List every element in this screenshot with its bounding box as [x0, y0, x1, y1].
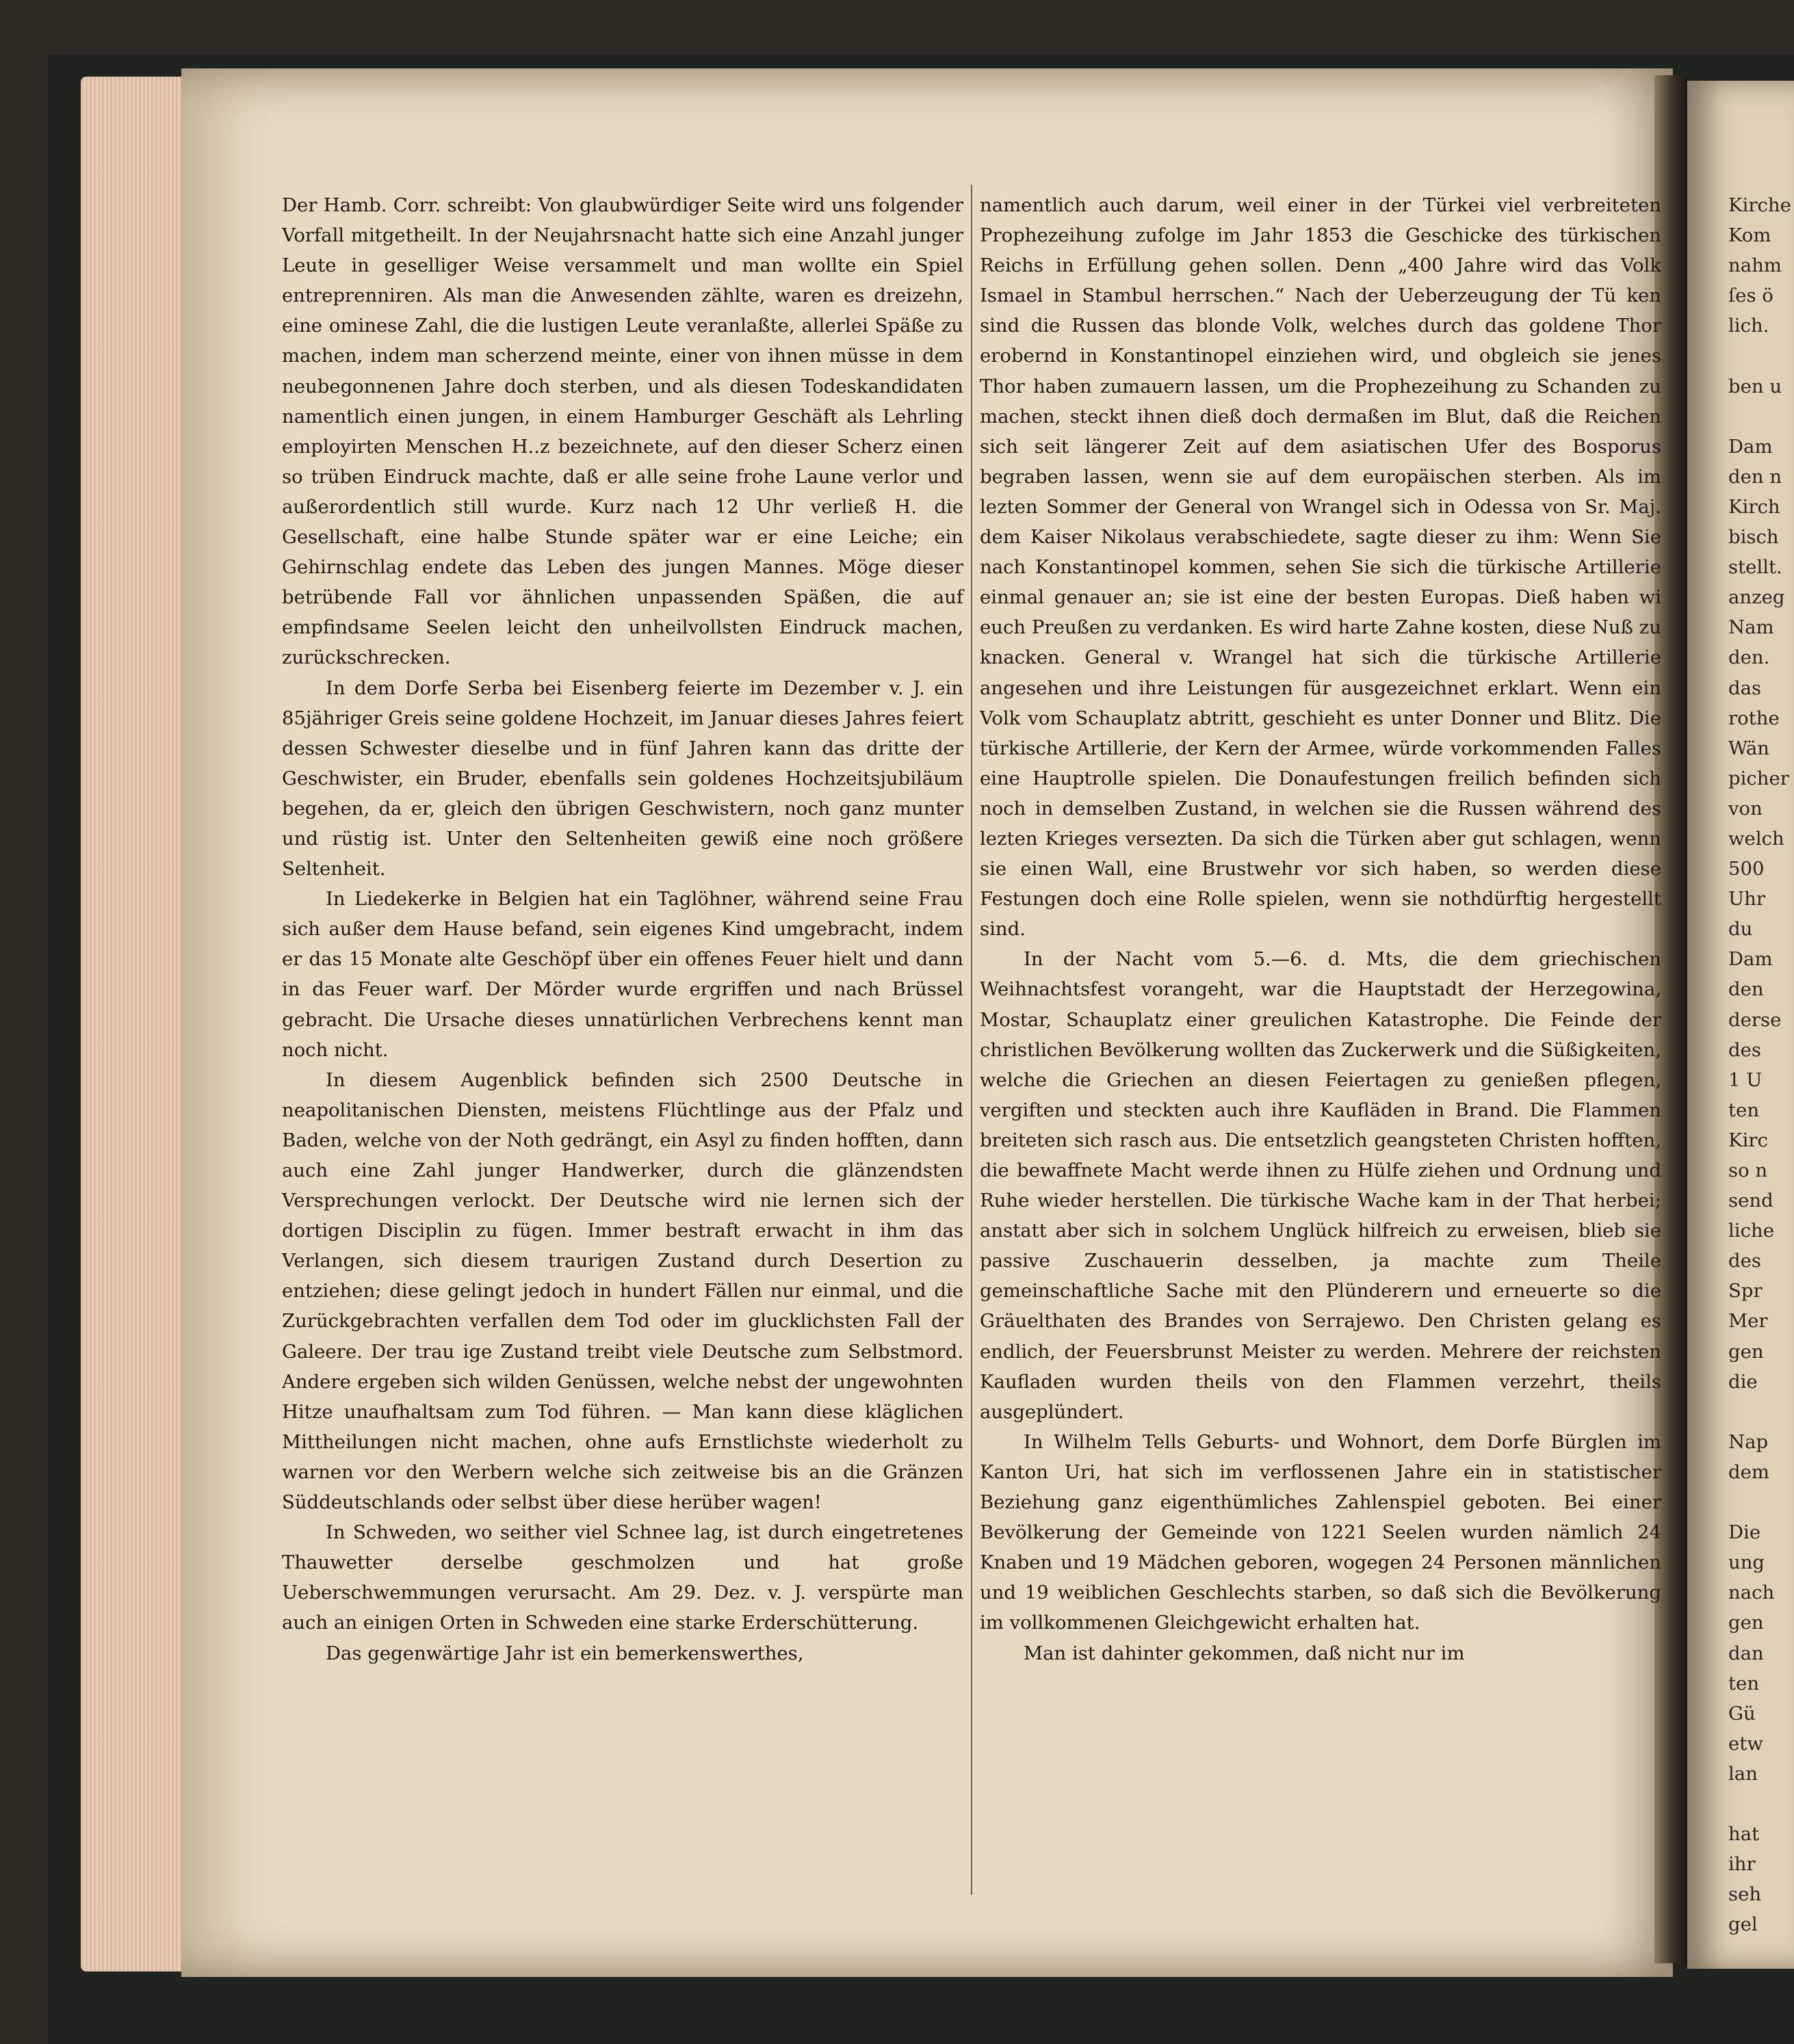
article-dahinter: Man ist dahinter gekommen, daß nicht nur im	[1024, 1642, 1465, 1664]
facing-page-line: dan	[1728, 1642, 1764, 1664]
facing-page-line	[1728, 1397, 1794, 1427]
facing-page-line	[1728, 402, 1794, 432]
facing-page-line: picher	[1728, 767, 1789, 789]
article-jahr-start: Das gegenwärtige Jahr ist ein bemerkenswerthes,	[326, 1642, 804, 1664]
column-divider	[971, 185, 972, 1895]
facing-page-line: derse	[1728, 1008, 1782, 1031]
facing-page-line: 500	[1728, 858, 1765, 880]
facing-page-line: liche	[1728, 1220, 1774, 1242]
facing-page-line: du	[1728, 918, 1753, 941]
article-hamb-corr: Der Hamb. Corr. schreibt: Von glaubwürdiger Seite wird uns folgender Vorfall mitgetheilt. In der Neujahrsnacht hatte sich eine Anzahl junger Leute in geselliger Weise versammelt und man wollte ein Spiel entreprenniren. Als man die Anwesenden zählte, waren es dreizehn, eine ominese Zahl, die die lustigen Leute veranlaßte, allerlei Späße zu machen, indem man scherzend meinte, einer von ihnen müsse in dem neubegonnenen Jahre doch sterben, und als diesen Todeskandidaten namentlich einen jungen, in einem Hamburger Geschäft als Lehrling employirten Menschen H..z bezeichnete, auf den dieser Scherz einen so trüben Eindruck machte, daß er alle seine frohe Laune verlor und außerordentlich still wurde. Kurz nach 12 Uhr verließ H. die Gesellschaft, eine halbe Stunde später war er eine Leiche; ein Gehirnschlag endete das Leben des jungen Mannes. Möge dieser betrübende Fall vor ähnlichen unpassenden Späßen, die auf empfindsame Seelen leicht den unheilvollsten Eindruck machen, zurückschrecken.	[282, 194, 963, 669]
facing-page-line: 1 U	[1728, 1069, 1763, 1091]
article-schweden: In Schweden, wo seither viel Schnee lag, ist durch eingetretenes Thauwetter derselbe geschmolzen und hat große Ueberschwemmungen verursacht. Am 29. Dez. v. J. verspürte man auch an einigen Orten in Schweden eine starke Erderschütterung.	[282, 1521, 963, 1634]
facing-page-line: den	[1728, 978, 1764, 1001]
facing-page-line: lich.	[1728, 315, 1769, 337]
left-column	[282, 190, 963, 1668]
facing-page-line: Dam	[1728, 435, 1773, 458]
facing-page-line: von	[1728, 797, 1763, 820]
facing-page-line: Kirc	[1728, 1129, 1768, 1151]
facing-page-line: Mer	[1728, 1310, 1768, 1333]
page-edges	[81, 77, 183, 1971]
facing-page-line: gen	[1728, 1612, 1764, 1634]
facing-page-line: nach	[1728, 1582, 1775, 1604]
facing-page-line: welch	[1728, 827, 1784, 850]
facing-page-line: ſes ö	[1728, 285, 1773, 307]
facing-page-line: die	[1728, 1370, 1758, 1393]
facing-page-line	[1728, 341, 1794, 371]
article-neapel: In diesem Augenblick befinden sich 2500 Deutsche in neapolitanischen Diensten, meistens Flüchtlinge aus der Pfalz und Baden, welche von der Noth gedrängt, ein Asyl zu finden hofften, dann auch eine Zahl junger Handwerker, durch die glänzendsten Versprechungen verlockt. Der Deutsche wird nie lernen sich der dortigen Disciplin zu fügen. Immer bestraft erwacht in ihm das Verlangen, sich diesem traurigen Zustand durch Desertion zu entziehen; diese gelingt jedoch in hundert Fällen nur einmal, und die Zurückgebrachten verfallen dem Tod oder im glucklichsten Fall der Galeere. Der trau ige Zustand treibt viele Deutsche zum Selbstmord. Andere ergeben sich wilden Genüssen, welche nebst der ungewohnten Hitze unaufhaltsam zum Tod führen. — Man kann diese kläglichen Mittheilungen nicht machen, ohne aufs Ernstlichste wiederholt zu warnen vor den Werbern welche sich zeitweise bis an die Gränzen Süddeutschlands oder selbst über diese herüber wagen!	[282, 1069, 963, 1514]
article-serba: In dem Dorfe Serba bei Eisenberg feierte im Dezember v. J. ein 85jähriger Greis seine goldene Hochzeit, im Januar dieses Jahres feiert dessen Schwester dieselbe und in fünf Jahren kann das dritte der Geschwister, ein Bruder, ebenfalls sein goldenes Hochzeitsjubiläum begehen, da er, gleich den übrigen Geschwistern, noch ganz munter und rüstig ist. Unter den Seltenheiten gewiß eine noch größere Seltenheit.	[282, 677, 963, 880]
facing-page-line: stellt.	[1728, 556, 1782, 579]
article-liedekerke: In Liedekerke in Belgien hat ein Taglöhner, während seine Frau sich außer dem Hause befand, sein eigenes Kind umgebracht, indem er das 15 Monate alte Geschöpf über ein offenes Feuer hielt und dann in das Feuer warf. Der Mörder wurde ergriffen und nach Brüssel gebracht. Die Ursache dieses unnatürlichen Verbrechens kennt man noch nicht.	[282, 888, 963, 1061]
facing-page-line: Kom	[1728, 224, 1771, 247]
facing-page-line: Spr	[1728, 1280, 1763, 1302]
facing-page-line: seh	[1728, 1883, 1762, 1906]
facing-page-line: hat	[1728, 1823, 1760, 1846]
facing-page-line: ihr	[1728, 1853, 1756, 1876]
facing-page-line: so n	[1728, 1159, 1768, 1181]
facing-page-line	[1728, 1789, 1794, 1819]
facing-page-line: das	[1728, 677, 1762, 699]
facing-page-line: ung	[1728, 1551, 1765, 1574]
facing-page-line: des	[1728, 1038, 1761, 1061]
facing-page-line: dem	[1728, 1460, 1769, 1483]
facing-page-line: bisch	[1728, 526, 1779, 549]
facing-page-line: gel	[1728, 1913, 1758, 1936]
facing-page-line: Dam	[1728, 948, 1773, 971]
facing-page-text	[1728, 190, 1794, 1939]
facing-page-line: gen	[1728, 1340, 1764, 1363]
facing-page-line: lan	[1728, 1762, 1758, 1785]
facing-page-line: rothe	[1728, 707, 1780, 729]
article-tuerkei: namentlich auch darum, weil einer in der Türkei viel verbreiteten Prophezeihung zufolge im Jahr 1853 die Geschicke des türkischen Reichs in Erfüllung gehen sollen. Denn „400 Jahre wird das Volk Ismael in Stambul herrschen.“ Nach der Ueberzeugung der Tü ken sind die Russen das blonde Volk, welches durch das goldene Thor erobernd in Konstantinopel einziehen wird, und obgleich sie jenes Thor haben zumauern lassen, um die Prophezeihung zu Schanden zu machen, steckt ihnen dieß doch dermaßen im Blut, daß die Reichen sich seit längerer Zeit auf dem asiatischen Ufer des Bosporus begraben lassen, wenn sie auf dem europäischen sterben. Als im lezten Sommer der General von Wrangel sich in Odessa von Sr. Maj. dem Kaiser Nikolaus verabschiedete, sagte dieser zu ihm: Wenn Sie nach Konstantinopel kommen, sehen Sie sich die türkische Artillerie einmal genauer an; sie ist eine der besten Europas. Dieß haben wi euch Preußen zu verdanken. Es wird harte Zahne kosten, diese Nuß zu knacken. General v. Wrangel hat sich die türkische Artillerie angesehen und ihre Leistungen für ausgezeichnet erklart. Wenn ein Volk vom Schauplatz abtritt, geschieht es unter Donner und Blitz. Die türkische Artillerie, der Kern der Armee, würde vorkommenden Falles eine Hauptrolle spielen. Die Donaufestungen freilich befinden sich noch in demselben Zustand, in welchen sie die Russen während des lezten Krieges versezten. Da sich die Türken aber gut schlagen, wenn sie einen Wall, eine Brustwehr vor sich haben, so werden diese Festungen doch eine Rolle spielen, wenn sie nothdürftig hergestellt sind.	[980, 194, 1661, 941]
facing-page-line: Die	[1728, 1521, 1761, 1544]
facing-page-line: Nap	[1728, 1430, 1769, 1453]
article-buerglen: In Wilhelm Tells Geburts- und Wohnort, dem Dorfe Bürglen im Kanton Uri, hat sich im verflossenen Jahre ein in statistischer Beziehung ganz eigenthümliches Zahlenspiel geboten. Bei einer Bevölkerung der Gemeinde von 1221 Seelen wurden nämlich 24 Knaben und 19 Mädchen geboren, wogegen 24 Personen männlichen und 19 weiblichen Geschlechts starben, so daß sich die Bevölkerung im vollkommenen Gleichgewicht erhalten hat.	[980, 1430, 1661, 1634]
facing-page-line: Wän	[1728, 737, 1769, 759]
facing-page-line: den n	[1728, 465, 1782, 488]
facing-page-line: des	[1728, 1250, 1761, 1272]
facing-page-line: Gü	[1728, 1702, 1756, 1725]
facing-page-line: Uhr	[1728, 888, 1766, 910]
facing-page-line: etw	[1728, 1732, 1763, 1755]
facing-page-line: anzeg	[1728, 586, 1785, 609]
facing-page-line	[1728, 1487, 1794, 1517]
facing-page-line: Kirch	[1728, 495, 1780, 518]
facing-page-line: ben u	[1728, 375, 1782, 397]
facing-page-line: ten	[1728, 1099, 1760, 1121]
facing-page-line: ten	[1728, 1672, 1760, 1694]
article-mostar: In der Nacht vom 5.—6. d. Mts, die dem griechischen Weihnachtsfest vorangeht, war die Hauptstadt der Herzegowina, Mostar, Schauplatz einer greulichen Katastrophe. Die Feinde der christlichen Bevölkerung wollten das Zuckerwerk und die Süßigkeiten, welche die Griechen an diesen Feiertagen zu genießen pflegen, vergiften und steckten auch ihre Kaufläden in Brand. Die Flammen breiteten sich rasch aus. Die entsetzlich geangsteten Christen hofften, die bewaffnete Macht werde ihnen zu Hülfe ziehen und Ordnung und Ruhe wieder herstellen. Die türkische Wache kam in der That herbei; anstatt aber sich in solchem Unglück hilfreich zu erweisen, blieb sie passive Zuschauerin desselben, ja machte zum Theile gemeinschaftliche Sache mit den Plünderern und erneuerte so die Gräuelthaten des Brandes von Serrajewo. Den Christen gelang es endlich, der Feuersbrunst Meister zu werden. Mehrere der reichsten Kaufladen wurden theils von den Flammen verzehrt, theils ausgeplündert.	[980, 948, 1661, 1423]
facing-page-line: nahm	[1728, 254, 1782, 277]
right-column	[980, 190, 1661, 1668]
facing-page-line: den.	[1728, 646, 1770, 669]
facing-page-line: Nam	[1728, 616, 1774, 639]
facing-page-line: send	[1728, 1190, 1773, 1212]
facing-page-line: Kirche	[1728, 194, 1791, 216]
